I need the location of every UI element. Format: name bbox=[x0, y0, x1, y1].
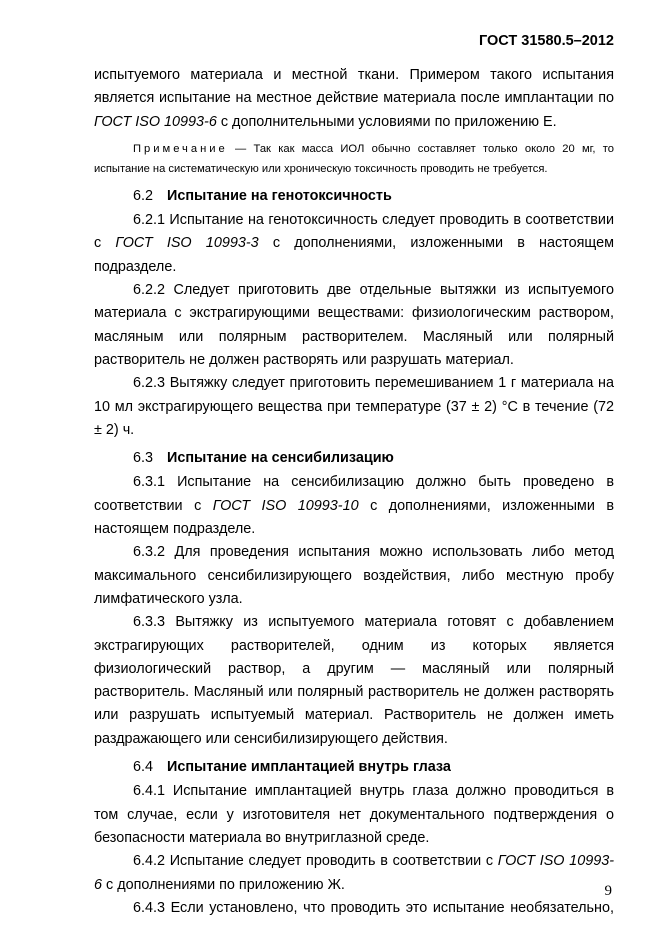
standard-reference: ГОСТ ISO 10993-6 bbox=[94, 853, 614, 893]
text-span: с дополнительными условиями по приложению Е. bbox=[216, 113, 557, 130]
page-number: 9 bbox=[604, 883, 612, 899]
section-number: 6.3 bbox=[133, 450, 154, 467]
section-number: 6.4 bbox=[133, 759, 154, 776]
note-label: Примечание bbox=[133, 142, 228, 155]
section-heading-6-2 bbox=[94, 185, 614, 208]
paragraph-6-3-1 bbox=[94, 471, 614, 541]
text-span: с дополнениями, изложенными в настоящем подразделе. bbox=[94, 235, 614, 275]
section-title: Испытание имплантацией внутрь глаза bbox=[167, 759, 451, 776]
paragraph-6-2-3: 6.2.3 Вытяжку следует приготовить перемешиванием 1 г материала на 10 мл экстрагирующего вещества при температуре (37 ± 2) °С в течение (72 ± 2) ч. bbox=[94, 375, 614, 438]
standard-reference: ГОСТ ISO 10993-6 bbox=[94, 113, 217, 130]
section-title: Испытание на генотоксичность bbox=[167, 187, 392, 204]
standard-reference: ГОСТ ISO 10993-10 bbox=[212, 497, 359, 514]
note bbox=[94, 139, 614, 180]
text-span: 6.2.1 Испытание на генотоксичность следует проводить в соответствии с bbox=[94, 212, 614, 252]
text-span: 6.4.2 Испытание следует проводить в соответствии с bbox=[133, 853, 498, 870]
standard-reference: ГОСТ ISO 10993-3 bbox=[115, 235, 259, 252]
paragraph-6-2-1 bbox=[94, 209, 614, 279]
document-body bbox=[94, 64, 614, 920]
text-span: 6.3.1 Испытание на сенсибилизацию должно быть проведено в соответствии с bbox=[94, 474, 614, 514]
section-heading-6-4 bbox=[94, 756, 614, 779]
paragraph-6-4-2 bbox=[94, 850, 614, 897]
paragraph-6-4-3: 6.4.3 Если установлено, что проводить это испытание необязательно, bbox=[133, 899, 614, 916]
paragraph-continuation bbox=[94, 64, 614, 134]
text-span: с дополнениями по приложению Ж. bbox=[102, 876, 345, 893]
note-text: — Так как масса ИОЛ обычно составляет только около 20 мг, то испытание на систематическую или хроническую токсичность проводить не требуется. bbox=[94, 142, 614, 176]
section-number: 6.2 bbox=[133, 187, 154, 204]
section-heading-6-3 bbox=[94, 447, 614, 470]
paragraph-6-2-2: 6.2.2 Следует приготовить две отдельные вытяжки из испытуемого материала с экстрагирующими веществами: физиологическим раствором, масляным или полярным растворителем. Масляный или полярный растворитель не должен растворять или разрушать материал. bbox=[94, 282, 614, 368]
paragraph-6-3-3: 6.3.3 Вытяжку из испытуемого материала готовят с добавлением экстрагирующих растворителей, одним из которых является физиологический раствор, а другим — масляный или полярный растворитель. Масляный или полярный растворитель не должен растворять или разрушать испытуемый материал. Растворитель не должен иметь раздражающего или сенсибилизирующего действия. bbox=[94, 614, 614, 747]
paragraph-6-4-1: 6.4.1 Испытание имплантацией внутрь глаза должно проводиться в том случае, если у изготовителя нет документального подтверждения о безопасности материала во внутриглазной среде. bbox=[94, 783, 614, 846]
text-span: испытуемого материала и местной ткани. Примером такого испытания является испытание на местное действие материала после имплантации по bbox=[94, 67, 614, 107]
section-title: Испытание на сенсибилизацию bbox=[167, 450, 394, 467]
text-span: с дополнениями, изложенными в настоящем подразделе. bbox=[94, 497, 614, 538]
document-header: ГОСТ 31580.5–2012 bbox=[478, 33, 614, 49]
paragraph-6-3-2: 6.3.2 Для проведения испытания можно использовать либо метод максимального сенсибилизирующего воздействия, либо местную пробу лимфатического узла. bbox=[94, 544, 614, 607]
